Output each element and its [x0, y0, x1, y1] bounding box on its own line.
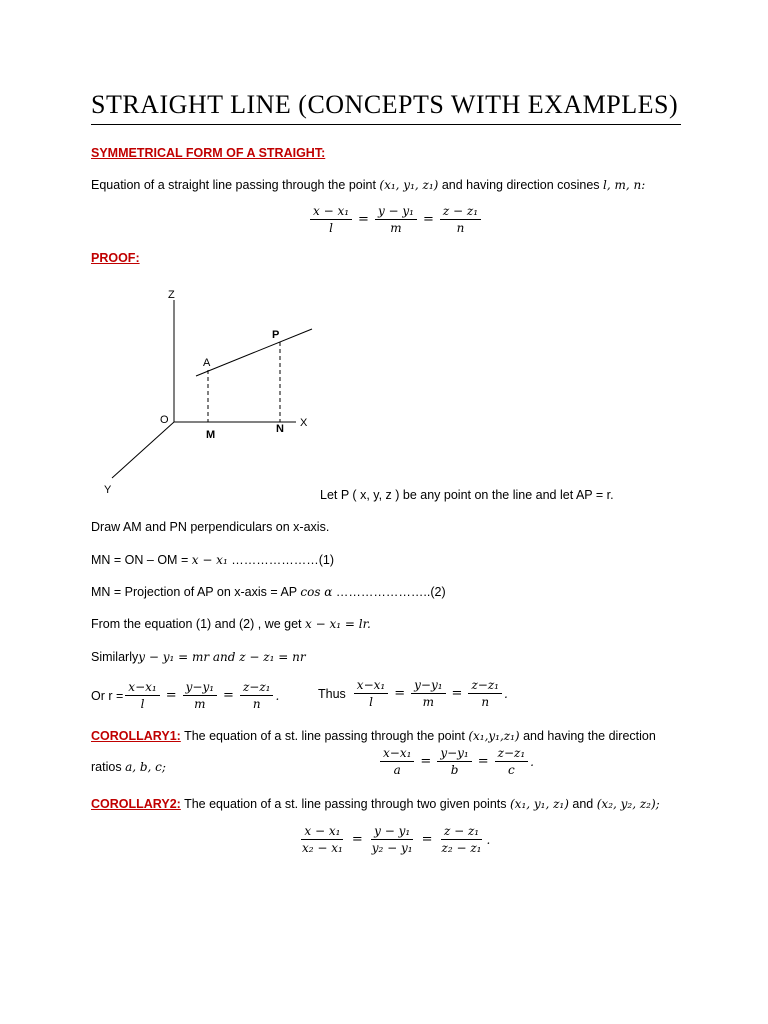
from-line: From the equation (1) and (2) , we get x − x₁ = lr.: [91, 617, 371, 631]
line-ap: [196, 329, 312, 376]
page-title: STRAIGHT LINE (CONCEPTS WITH EXAMPLES): [91, 90, 679, 119]
label-n: N: [276, 423, 284, 435]
proof-heading: PROOF:: [91, 251, 140, 265]
symmetric-formula: $\frac{\text{x − x₁}}{l}$ = $\frac{\text{y − y₁}}{m}$ = $\frac{\text{z − z₁}}{n}$: [308, 204, 483, 235]
intro-text: Equation of a straight line passing through the point: [91, 178, 376, 192]
label-o: O: [160, 414, 169, 426]
y-axis: [112, 422, 174, 478]
label-z: Z: [168, 289, 175, 301]
intro-point: (x₁, y₁, z₁): [379, 178, 439, 192]
symmetrical-form-heading: SYMMETRICAL FORM OF A STRAIGHT:: [91, 146, 326, 160]
corollary2-heading: COROLLARY2:: [91, 797, 181, 811]
intro-mid: and having direction cosines: [441, 178, 600, 192]
corollary2-formula: $\frac{\text{x − x₁}}{\text{x₂ − x₁}}$ = $\frac{\text{y − y₁}}{\text{y₂ − y₁}}$ = $\frac{\text{z − z₁}}{\text{z₂ − z₁}}$ .: [302, 824, 491, 855]
label-p: P: [272, 329, 280, 341]
let-line: Let P ( x, y, z ) be any point on the line and let AP = r.: [320, 488, 614, 502]
formula-fraction-y: $\frac{\text{y − y₁}}{m}$: [375, 204, 417, 235]
or-formula: Or r = $\frac{\text{x−x₁}}{l}$ = $\frac{\text{y−y₁}}{m}$ = $\frac{\text{z−z₁}}{n}$ .: [91, 680, 280, 711]
corollary1-heading: COROLLARY1:: [91, 729, 181, 743]
intro-line: [91, 178, 645, 192]
label-m: M: [206, 429, 216, 441]
corollary2-line: COROLLARY2: The equation of a st. line passing through two given points (x₁, y₁, z₁) and (x₂, y₂, z₂);: [91, 797, 660, 811]
draw-line: Draw AM and PN perpendiculars on x-axis.: [91, 520, 330, 534]
label-a: A: [203, 357, 211, 369]
similarly-line: Similarlyy − y₁ = mr and z − z₁ = nr: [91, 650, 306, 664]
label-x: X: [300, 417, 308, 429]
formula-fraction-z: $\frac{\text{z − z₁}}{n}$: [440, 204, 481, 235]
mn-line-1: MN = ON – OM = x − x₁ …………………(1): [91, 553, 335, 567]
corollary1-formula: $\frac{\text{x−x₁}}{a}$ = $\frac{\text{y−y₁}}{b}$ = $\frac{\text{z−z₁}}{c}$ .: [378, 746, 534, 777]
proof-diagram: [90, 280, 330, 500]
mn-line-2: MN = Projection of AP on x-axis = AP cos α …………………..(2): [91, 585, 446, 599]
intro-cosines: l, m, n:: [603, 178, 646, 192]
label-y: Y: [104, 484, 112, 496]
corollary1-line: COROLLARY1: The equation of a st. line passing through the point (x₁,y₁,z₁) and having the direction: [91, 729, 656, 743]
formula-fraction-x: $\frac{\text{x − x₁}}{l}$: [310, 204, 352, 235]
corollary1-ratios: ratios a, b, c;: [91, 760, 166, 774]
thus-formula: Thus $\frac{\text{x−x₁}}{l}$ = $\frac{\text{y−y₁}}{m}$ = $\frac{\text{z−z₁}}{n}$ .: [318, 678, 508, 709]
title-divider: [91, 124, 681, 125]
